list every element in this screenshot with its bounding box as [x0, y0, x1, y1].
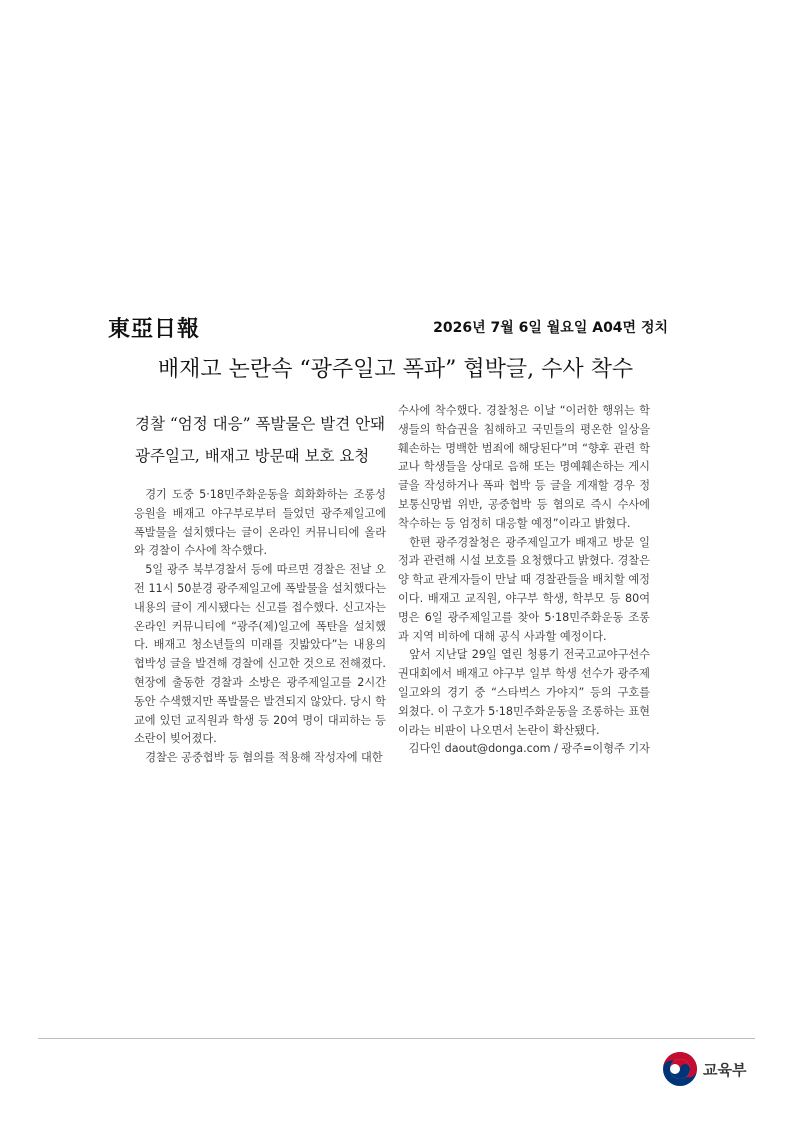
body-paragraph: 한편 광주경찰청은 광주제일고가 배재고 방문 일정과 관련해 시설 보호를 요청했다고 밝혔다. 경찰은 양 학교 관계자들이 만날 때 경찰관들을 배치할 예정이다. 배재고 교직원, 야구부 학생, 학부모 등 80여 명은 6일 광주제일고를 찾아 5·18민주화운동 조롱과 지역 비하에 대해 공식 사과할 예정이다.: [398, 535, 650, 643]
ministry-logo: [661, 1050, 761, 1090]
body-paragraph: 경기 도중 5·18민주화운동을 희화화하는 조롱성 응원을 배재고 야구부로부터 들었던 광주제일고에 폭발물을 설치했다는 글이 온라인 커뮤니티에 올라와 경찰이 수사에 착수했다.: [134, 488, 386, 558]
masthead: [108, 312, 668, 342]
subheadline-2: 광주일고, 배재고 방문때 보호 요청: [135, 447, 370, 465]
article-headline: 배재고 논란속 “광주일고 폭파” 협박글, 수사 착수: [157, 357, 634, 382]
body-paragraph: 수사에 착수했다. 경찰청은 이날 “이러한 행위는 학생들의 학습권을 침해하고 국민들의 평온한 일상을 훼손하는 명백한 범죄에 해당된다”며 “향후 관련 학교나 학생들을 상대로 음해 또는 명예훼손하는 게시글을 작성하거나 폭파 협박 등 글을 게재할 경우 정보통신망법 위반, 공중협박 등 혐의로 즉시 수사에 착수하는 등 엄정히 대응할 예정”이라고 밝혔다.: [398, 404, 650, 530]
article-column-left: [134, 486, 386, 768]
body-paragraph: 앞서 지난달 29일 열린 청룡기 전국고교야구선수권대회에서 배재고 야구부 일부 학생 선수가 광주제일고와의 경기 중 “스타벅스 가야지” 등의 구호를 외쳤다. 이 구호가 5·18민주화운동을 조롱하는 표현이라는 비판이 나오면서 논란이 확산됐다.: [398, 648, 650, 737]
article-byline: 김다인 daout@donga.com / 광주=이형주 기자: [408, 742, 650, 756]
article-subheadlines: [135, 408, 390, 472]
body-paragraph: 경찰은 공중협박 등 혐의를 적용해 작성자에 대한: [145, 751, 383, 765]
newspaper-logo: 東亞日報: [108, 316, 201, 342]
article-column-right: [398, 402, 650, 759]
body-paragraph: 5일 광주 북부경찰서 등에 따르면 경찰은 전날 오전 11시 50분경 광주제일고에 폭발물을 설치했다는 내용의 글이 게시됐다는 신고를 접수했다. 신고자는 온라인 커뮤니티에 “광주(제)일고에 폭탄을 설치했다. 배재고 청소년들의 미래를 짓밟았다”는 내용의 협박성 글을 발견해 경찰에 신고한 것으로 전해졌다. 현장에 출동한 경찰과 소방은 광주제일고를 2시간 동안 수색했지만 폭발물은 발견되지 않았다. 당시 학교에 있던 교직원과 학생 등 20여 명이 대피하는 등 소란이 빚어졌다.: [134, 563, 386, 746]
subheadline-1: 경찰 “엄정 대응” 폭발물은 발견 안돼: [135, 415, 386, 433]
issue-dateline: 2026년 7월 6일 월요일 A04면 정치: [433, 320, 668, 336]
footer-divider: [38, 1038, 755, 1039]
taegeuk-emblem-icon: [661, 1050, 699, 1088]
ministry-name: 교육부: [703, 1061, 747, 1079]
